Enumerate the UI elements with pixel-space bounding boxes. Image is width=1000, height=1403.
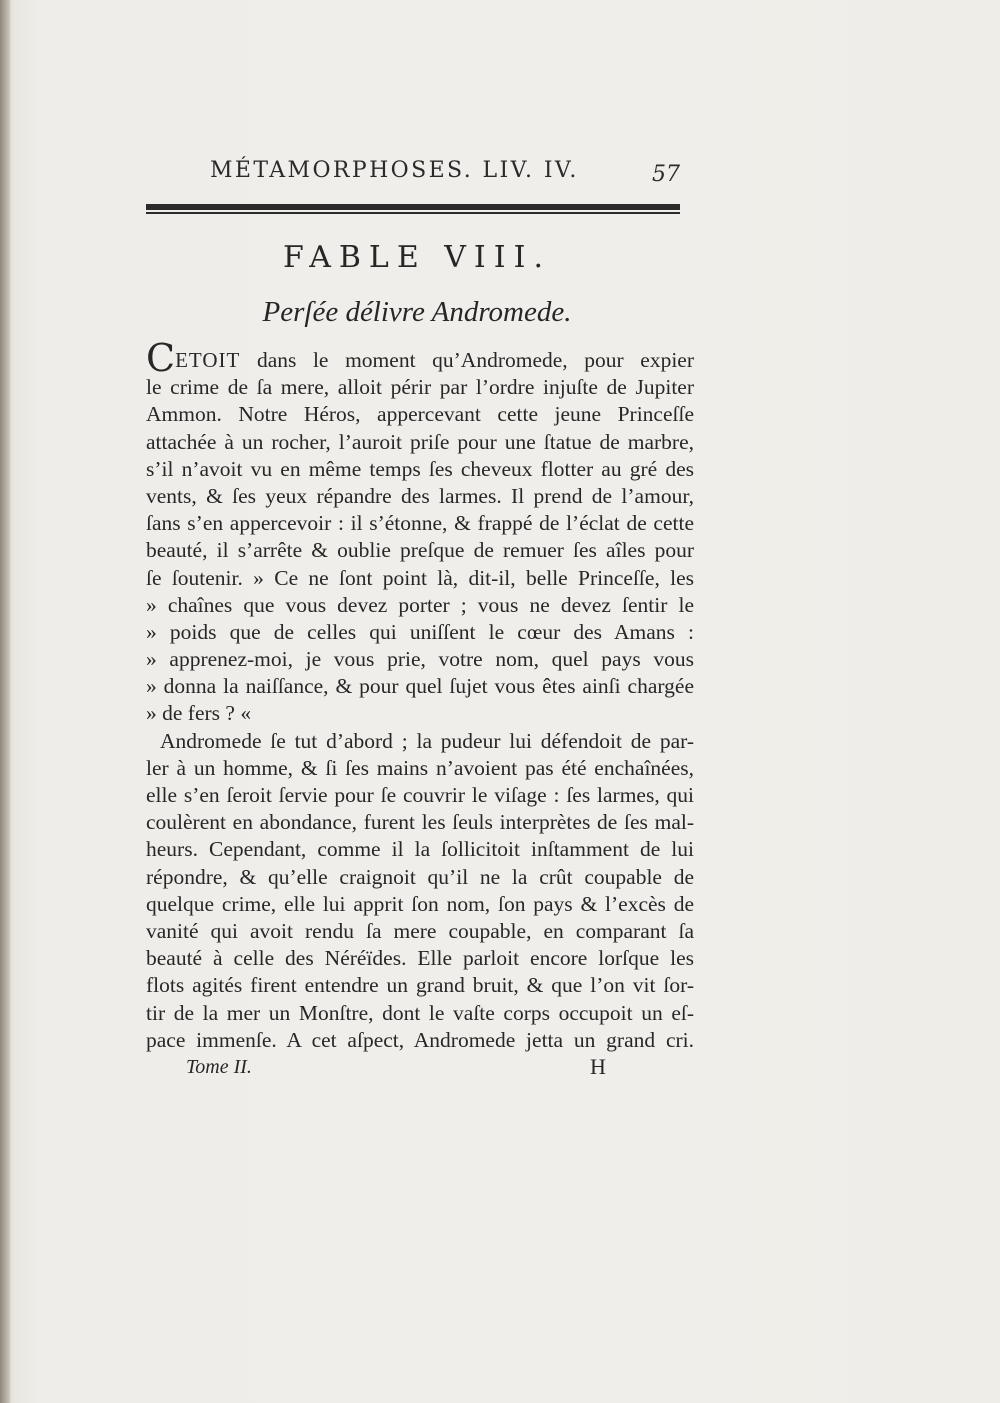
text-line: Ammon. Notre Héros, appercevant cette jeune Princeſſe xyxy=(146,402,694,427)
text-line: attachée à un rocher, l’auroit priſe pour une ſtatue de marbre, xyxy=(146,429,694,454)
text-line: heurs. Cependant, comme il la ſollicitoit inſtamment de lui xyxy=(146,837,694,862)
text-line: tir de la mer un Monſtre, dont le vaſte corps occupoit un eſ- xyxy=(146,1000,694,1025)
text-line-paragraph-start: Andromede ſe tut d’abord ; la pudeur lui défendoit de par- xyxy=(160,728,694,753)
text-line: » donna la naiſſance, & pour quel ſujet vous êtes ainſi chargée xyxy=(146,674,694,699)
text-line: quelque crime, elle lui apprit ſon nom, ſon pays & l’excès de xyxy=(146,891,694,916)
text-line: » de fers ? « xyxy=(146,701,252,726)
running-head-title: MÉTAMORPHOSES. LIV. IV. xyxy=(210,158,579,183)
text-line: ſans s’en appercevoir : il s’étonne, & frappé de l’éclat de cette xyxy=(146,511,694,536)
text-line-first xyxy=(146,336,694,380)
text-line: vanité qui avoit rendu ſa mere coupable, en comparant ſa xyxy=(146,918,694,943)
text-line: pace immenſe. A cet aſpect, Andromede jetta un grand cri. xyxy=(146,1027,694,1052)
text-line: beauté, il s’arrête & oublie preſque de remuer ſes aîles pour xyxy=(146,538,694,563)
body-text xyxy=(146,336,694,1054)
text-line: » poids que de celles qui uniſſent le cœur des Amans : xyxy=(146,619,694,644)
text-line: beauté à celle des Néréïdes. Elle parloit encore lorſque les xyxy=(146,946,694,971)
page-footer xyxy=(186,1056,616,1086)
page-gutter-shadow xyxy=(0,0,10,1403)
running-head xyxy=(210,152,680,188)
header-rule-thin xyxy=(146,212,680,214)
page-number: 57 xyxy=(652,162,680,187)
text-line: s’il n’avoit vu en même temps ſes cheveux flotter au gré des xyxy=(146,456,694,481)
fable-title: FABLE VIII. xyxy=(282,240,552,275)
text-line: ler à un homme, & ſi ſes mains n’avoient pas été enchaînées, xyxy=(146,755,694,780)
opening-word: ETOIT xyxy=(175,348,241,372)
text-line: le crime de ſa mere, alloit périr par l’ordre injuſte de Jupiter xyxy=(146,375,694,400)
text-line: » apprenez-moi, je vous prie, votre nom, quel pays vous xyxy=(146,647,694,672)
text-line: ſe ſoutenir. » Ce ne ſont point là, dit-il, belle Princeſſe, les xyxy=(146,565,694,590)
signature-mark: H xyxy=(590,1054,606,1079)
text-line: dans le moment qu’Andromede, pour expier xyxy=(240,348,694,372)
text-line: répondre, & qu’elle craignoit qu’il ne la crût coupable de xyxy=(146,864,694,889)
volume-label: Tome II. xyxy=(186,1056,252,1078)
fable-subtitle: Perſée délivre Andromede. xyxy=(262,296,572,328)
header-rule-thick xyxy=(146,204,680,210)
text-line: » chaînes que vous devez porter ; vous ne devez ſentir le xyxy=(146,592,694,617)
text-line: coulèrent en abondance, furent les ſeuls interprètes de ſes mal- xyxy=(146,810,694,835)
text-line: elle s’en ſeroit ſervie pour ſe couvrir le viſage : ſes larmes, qui xyxy=(146,783,694,807)
text-line: vents, & ſes yeux répandre des larmes. Il prend de l’amour, xyxy=(146,483,694,508)
text-line: flots agités firent entendre un grand bruit, & que l’on vit ſor- xyxy=(146,973,694,998)
drop-cap: C xyxy=(146,336,176,380)
